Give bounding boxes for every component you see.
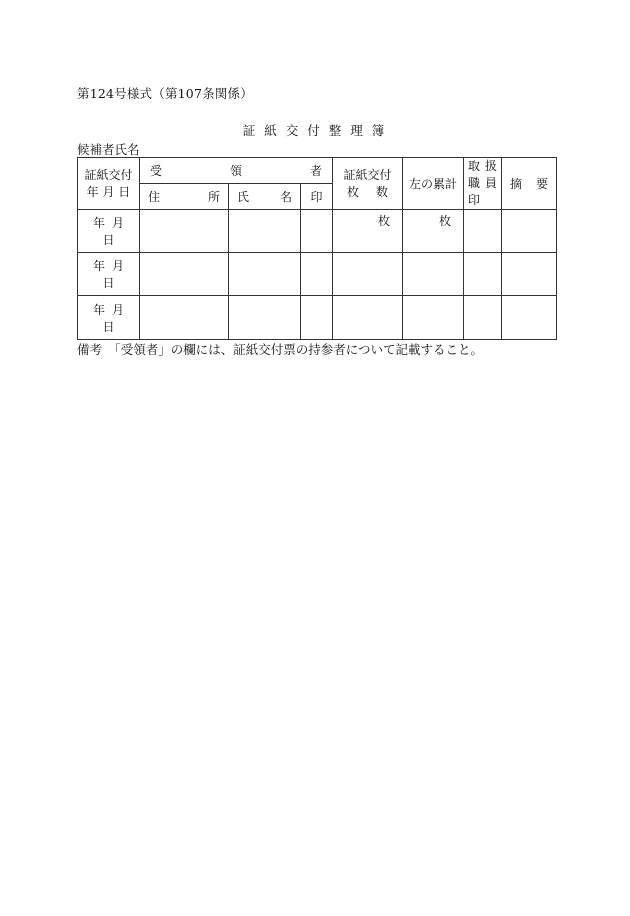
address-header (140, 184, 229, 210)
sheets-cell: 枚 (333, 210, 403, 253)
form-number: 第124号様式（第107条関係） (77, 86, 253, 101)
seal-header: 印 (301, 184, 333, 210)
address-cell (140, 296, 229, 340)
remarks-cell (502, 210, 557, 253)
sheets-header-line1: 証紙交付 (343, 167, 392, 182)
clerk-header-char-2: 扱 (484, 159, 497, 173)
sheets-header-char-1: 枚 (347, 184, 360, 199)
issue-date-header (78, 158, 140, 210)
remarks-cell (502, 253, 557, 296)
name-header-char-1: 氏 (237, 190, 250, 204)
address-header-char-1: 住 (148, 190, 161, 204)
cumulative-cell: 枚 (403, 210, 464, 253)
recipient-header-char-1: 受 (150, 164, 163, 178)
address-header-char-2: 所 (207, 190, 220, 204)
clerk-header-seal: 印 (468, 193, 481, 207)
name-cell (229, 253, 301, 296)
name-cell (229, 296, 301, 340)
recipient-header (140, 158, 333, 184)
sheets-header-char-2: 数 (375, 184, 388, 199)
seal-cell (301, 296, 333, 340)
sheets-issued-header (333, 158, 403, 210)
header-row-1 (78, 158, 557, 184)
seal-cell (301, 210, 333, 253)
table-row (78, 296, 557, 340)
sheets-cell (333, 296, 403, 340)
remarks-header-char-1: 摘 (510, 177, 523, 191)
table-row (78, 210, 557, 253)
clerk-seal-cell (464, 296, 502, 340)
cumulative-header: 左の累計 (403, 158, 464, 210)
document-title: 証紙交付整理簿 (242, 123, 394, 138)
issue-date-header-line2: 年 月 日 (86, 184, 131, 199)
row-date: 年月日 (78, 210, 140, 253)
recipient-header-char-2: 領 (229, 164, 242, 178)
remarks-header (502, 158, 557, 210)
sheets-cell (333, 253, 403, 296)
stamp-issuance-table (77, 157, 557, 340)
table-row (78, 253, 557, 296)
address-cell (140, 253, 229, 296)
name-header (229, 184, 301, 210)
remarks-note: 備考 「受領者」の欄には、証紙交付票の持参者について記載すること。 (77, 342, 484, 357)
clerk-header-char-4: 員 (484, 176, 497, 190)
cumulative-cell (403, 296, 464, 340)
remarks-header-char-2: 要 (535, 177, 548, 191)
remarks-cell (502, 296, 557, 340)
candidate-name-label: 候補者氏名 (77, 142, 140, 157)
name-header-char-2: 名 (279, 190, 292, 204)
row-date: 年月日 (78, 253, 140, 296)
clerk-header-char-1: 取 (468, 159, 481, 173)
address-cell (140, 210, 229, 253)
seal-cell (301, 253, 333, 296)
clerk-seal-cell (464, 253, 502, 296)
issue-date-header-line1: 証紙交付 (84, 167, 133, 182)
recipient-header-char-3: 者 (309, 164, 322, 178)
name-cell (229, 210, 301, 253)
clerk-header-char-3: 職 (468, 176, 481, 190)
cumulative-cell (403, 253, 464, 296)
row-date: 年月日 (78, 296, 140, 340)
clerk-seal-cell (464, 210, 502, 253)
clerk-seal-header (464, 158, 502, 210)
